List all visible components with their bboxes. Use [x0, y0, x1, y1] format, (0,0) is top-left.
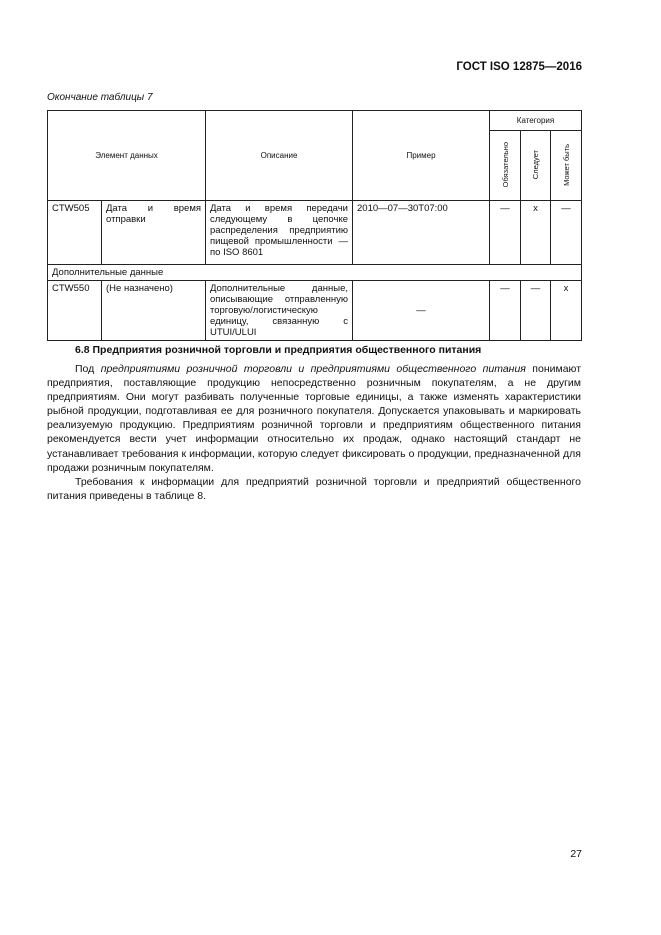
p1-term: предприятиями розничной торговли и предприятиями общественного питания [100, 363, 526, 375]
header-may [551, 131, 582, 201]
header-description: Описание [206, 111, 353, 201]
row-description: Дата и время передачи следующему в цепочке распределения предприятию пищевой промышленности — по ISO 8601 [206, 201, 353, 265]
row-code: CTW550 [48, 281, 102, 341]
row-description: Дополнительные данные, описывающие отправленную торговую/логистическую единицу, связанную с UTUI/ULUI [206, 281, 353, 341]
section-heading: 6.8 Предприятия розничной торговли и предприятия общественного питания [75, 344, 482, 356]
header-category: Категория [490, 111, 582, 131]
row-should: x [521, 201, 551, 265]
section-row [48, 265, 582, 281]
row-name: (Не назначено) [102, 281, 206, 341]
header-example: Пример [353, 111, 490, 201]
row-name: Дата и время отправки [102, 201, 206, 265]
header-may-label: Может быть [561, 143, 571, 186]
paragraph-1 [47, 362, 581, 475]
paragraph-2: Требования к информации для предприятий розничной торговли и предприятий общественного питания приведены в таблице 8. [47, 475, 581, 502]
header-mandatory-label: Обязательно [500, 141, 510, 188]
row-example: 2010—07—30T07:00 [353, 201, 490, 265]
header-mandatory [490, 131, 521, 201]
header-should-label: Следует [531, 149, 540, 180]
table-row [48, 281, 582, 341]
header-element: Элемент данных [48, 111, 206, 201]
row-should: — [521, 281, 551, 341]
header-should [521, 131, 551, 201]
row-mandatory: — [490, 281, 521, 341]
section-title-cell: Дополнительные данные [48, 265, 582, 281]
row-may: — [551, 201, 582, 265]
row-mandatory: — [490, 201, 521, 265]
p1-lead: Под [75, 363, 101, 375]
row-may: x [551, 281, 582, 341]
p1-rest: понимают предприятия, поставляющие продукцию непосредственно розничным покупателям, а не другим предприятиям. Они могут разбивать полученные торговые единицы, а также изменять характеристики рыбной продукции, подготавливая ее для розничного покупателя. Допускается упаковывать и маркировать реализуемую продукцию. Предприятиям розничной торговли и предприятиям общественного питания рекомендуется вести учет информации относительно их продаж, однако настоящий стандарт не устанавливает требования к информации, которую следует фиксировать о продукции, предназначенной для продажи розничным покупателям. [47, 363, 581, 474]
row-example: — [353, 281, 490, 341]
data-elements-table [47, 110, 582, 341]
document-id: ГОСТ ISO 12875—2016 [456, 61, 582, 73]
table-caption: Окончание таблицы 7 [47, 92, 153, 103]
section-body [47, 362, 581, 503]
row-code: CTW505 [48, 201, 102, 265]
table-row [48, 201, 582, 265]
page-number: 27 [570, 848, 582, 860]
